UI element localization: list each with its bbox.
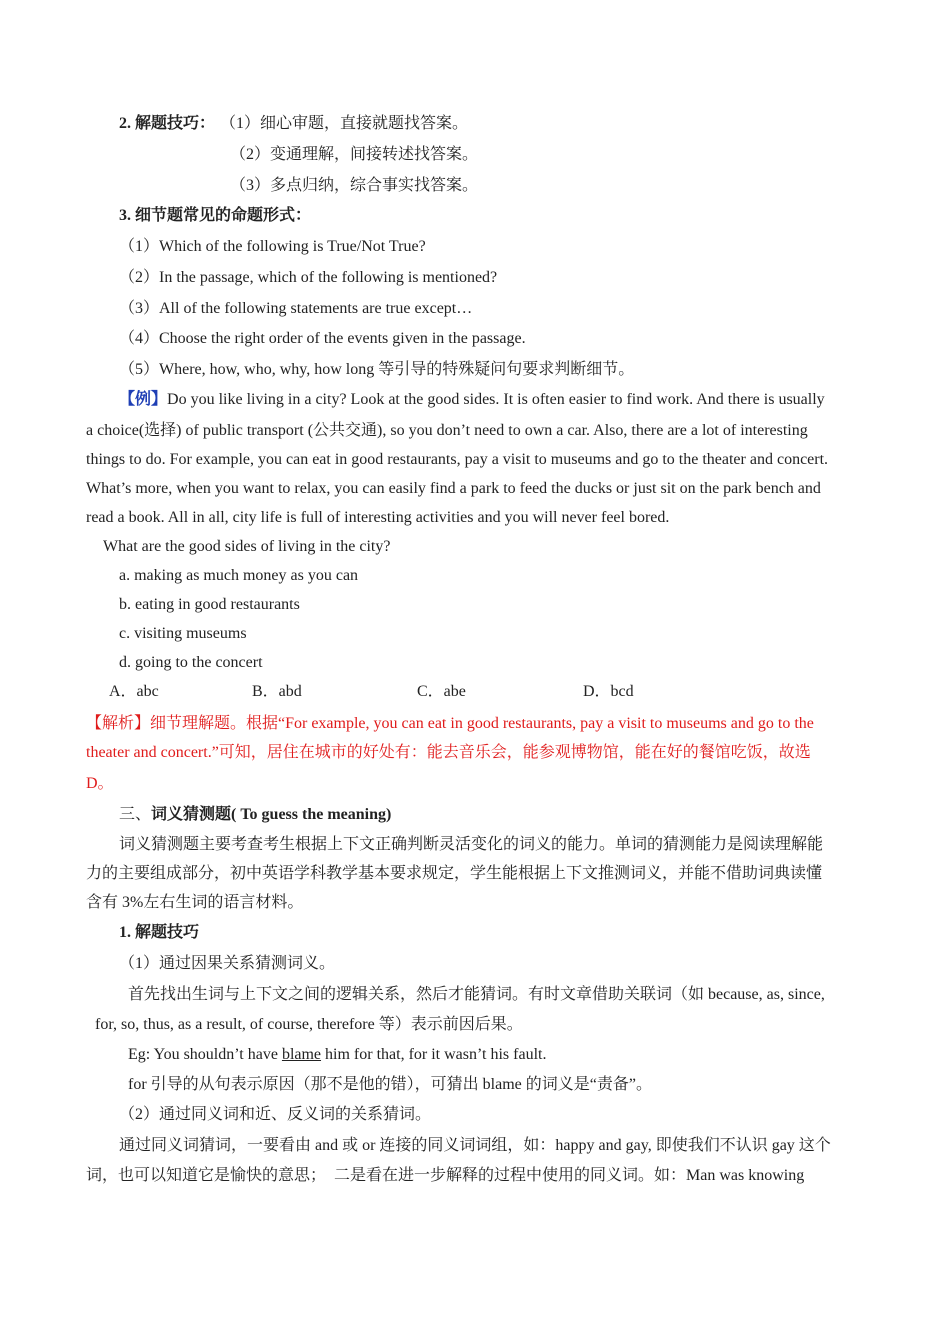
passage-line-5: read a book. All in all, city life is full of interesting activities and you will never feel bored.: [86, 509, 670, 526]
analysis-line-3: D。: [86, 775, 114, 792]
choice-c: C．abe: [417, 683, 466, 700]
example-sentence: [128, 1044, 546, 1066]
passage-line-2: a choice(选择) of public transport (公共交通), so you don’t need to own a car. Also, there are a lot of interesting: [86, 422, 808, 439]
example-sentence-end: him for that, for it wasn’t his fault.: [321, 1046, 547, 1063]
part-3-intro-line-3: 含有 3%左右生词的语言材料。: [86, 894, 304, 911]
choice-d: D．bcd: [583, 683, 634, 700]
part-3-intro-line-2: 力的主要组成部分，初中英语学科教学基本要求规定，学生能根据上下文推测词义，并能不借助词典读懂: [86, 865, 823, 882]
choice-a: A．abc: [109, 683, 159, 700]
section-2-heading: 2. 解题技巧：: [119, 115, 216, 132]
analysis-line-1: 【解析】细节理解题。根据“For example, you can eat in good restaurants, pay a visit to museums and go to the: [86, 715, 814, 732]
tip-1-desc-line-1: 首先找出生词与上下文之间的逻辑关系，然后才能猜词。有时文章借助关联词（如 because, as, since,: [128, 986, 825, 1003]
question-form-5: （5）Where, how, who, why, how long 等引导的特殊疑问句要求判断细节。: [119, 361, 635, 378]
tip-2-desc-line-1: 通过同义词猜词，一要看由 and 或 or 连接的同义词词组，如：happy and gay, 即使我们不认识 gay 这个: [119, 1137, 831, 1154]
example-sentence-start: Eg: You shouldn’t have: [128, 1046, 282, 1063]
question-form-3: （3）All of the following statements are true except…: [119, 300, 473, 317]
question-form-2: （2）In the passage, which of the following is mentioned?: [119, 269, 498, 286]
tip-1: （1）细心审题，直接就题找答案。: [220, 115, 469, 132]
underlined-word: blame: [281, 1046, 322, 1063]
tip-3: （3）多点归纳，综合事实找答案。: [230, 177, 479, 194]
analysis-line-2: theater and concert.”可知，居住在城市的好处有：能去音乐会，能参观博物馆，能在好的餐馆吃饭，故选: [86, 744, 811, 761]
question-form-1: （1）Which of the following is True/Not True?: [119, 238, 426, 255]
example-question: What are the good sides of living in the city?: [103, 538, 391, 555]
tip-2-title: （2）通过同义词和近、反义词的关系猜词。: [119, 1106, 432, 1123]
passage-line-3: things to do. For example, you can eat in good restaurants, pay a visit to museums and go to the theater and concert.: [86, 451, 829, 468]
section-3-heading: 3. 细节题常见的命题形式：: [119, 207, 312, 224]
option-item-d: d. going to the concert: [119, 654, 263, 671]
part-3-heading-prefix: 三、: [119, 806, 152, 823]
part-3-intro-line-1: 词义猜测题主要考查考生根据上下文正确判断灵活变化的词义的能力。单词的猜测能力是阅读理解能: [119, 836, 824, 853]
passage-line-1: Do you like living in a city? Look at the good sides. It is often easier to find work. And there is usually: [167, 391, 825, 408]
tip-1-title: （1）通过因果关系猜测词义。: [119, 955, 336, 972]
tip-1-desc-line-2: for, so, thus, as a result, of course, therefore 等）表示前因后果。: [95, 1016, 523, 1033]
passage-line-4: What’s more, when you want to relax, you can easily find a park to feed the ducks or just sit on the park bench and: [86, 480, 821, 497]
part-3-heading: [119, 804, 391, 826]
option-item-a: a. making as much money as you can: [119, 567, 359, 584]
tip-2-desc-line-2: 词，也可以知道它是愉快的意思； 二是看在进一步解释的过程中使用的同义词。如：Man was knowing: [86, 1167, 805, 1184]
example-tag: 【例】: [119, 391, 168, 408]
tips-heading: 1. 解题技巧: [119, 924, 200, 941]
part-3-heading-title: 词义猜测题( To guess the meaning): [151, 806, 392, 823]
option-item-b: b. eating in good restaurants: [119, 596, 300, 613]
example-first-line: [119, 389, 825, 411]
example-note: for 引导的从句表示原因（那不是他的错），可猜出 blame 的词义是“责备”。: [128, 1076, 652, 1093]
tip-2: （2）变通理解，间接转述找答案。: [230, 146, 479, 163]
question-form-4: （4）Choose the right order of the events given in the passage.: [119, 330, 526, 347]
option-item-c: c. visiting museums: [119, 625, 247, 642]
choice-b: B．abd: [252, 683, 302, 700]
